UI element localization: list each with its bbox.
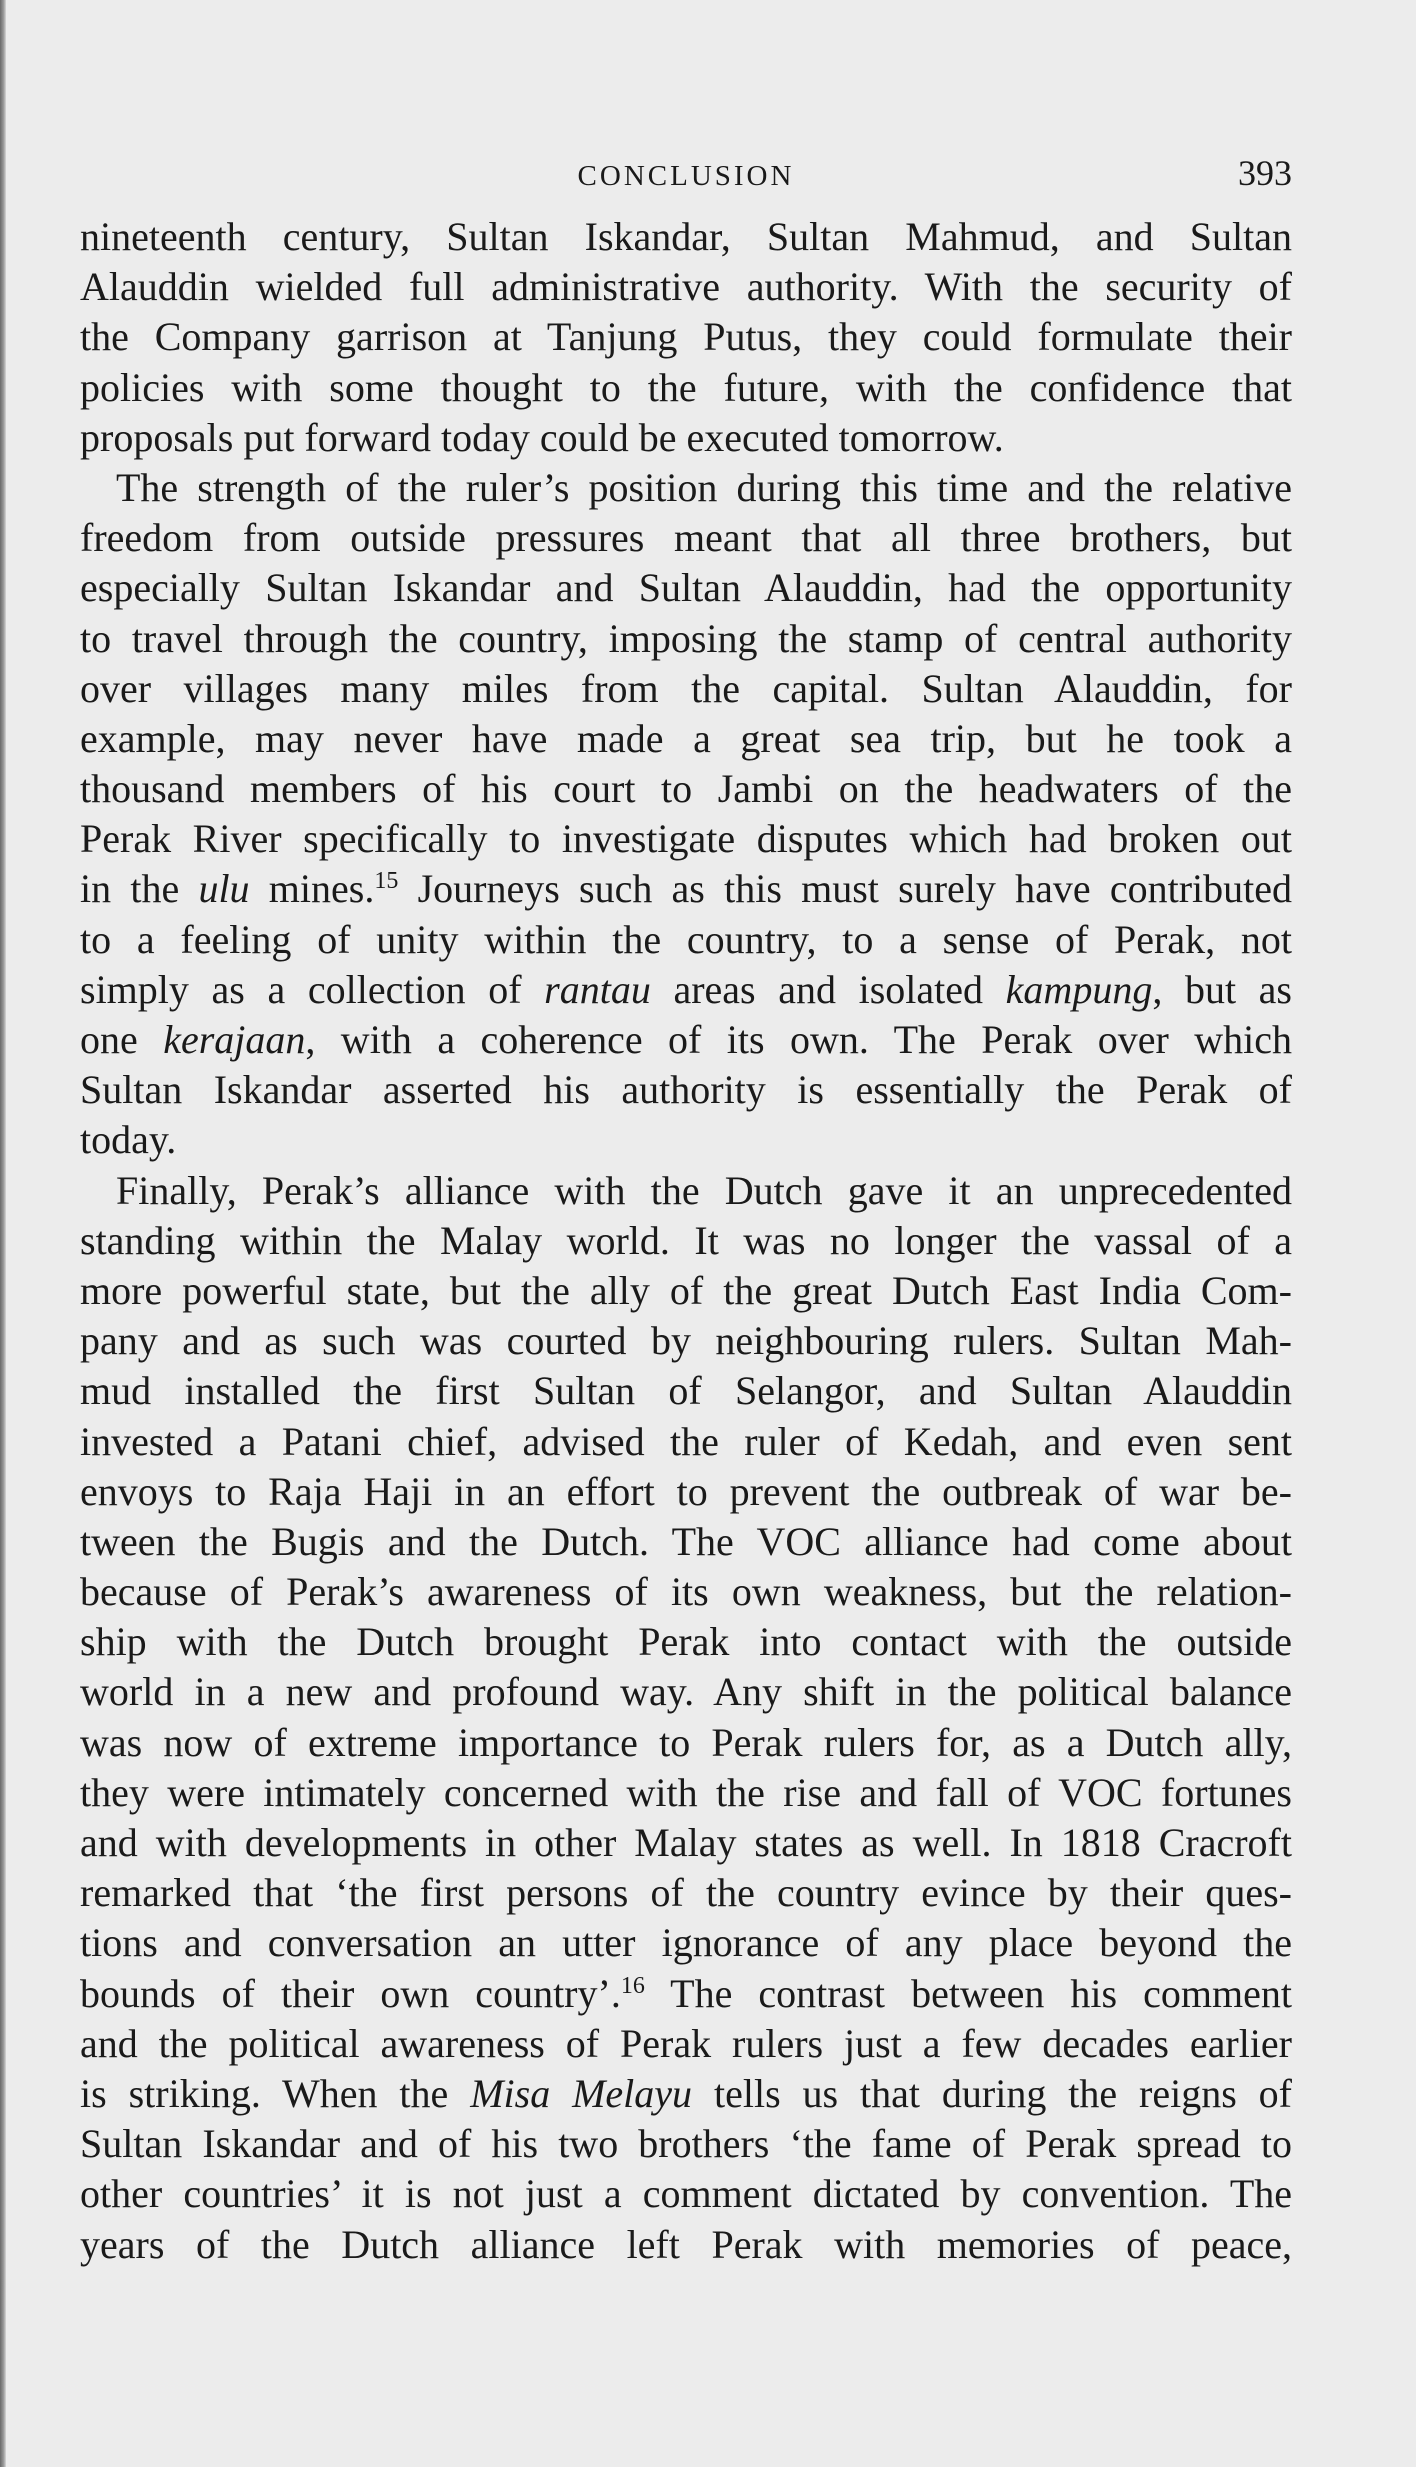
text-line <box>80 1065 1292 1115</box>
text-segment: nineteenth century, Sultan Iskandar, Sultan Mahmud, and Sultan <box>80 214 1292 259</box>
text-line <box>80 1567 1292 1617</box>
text-segment: and the political awareness of Perak rulers just a few decades earlier <box>80 2020 1292 2066</box>
text-line <box>80 714 1292 764</box>
text-line <box>80 1166 1292 1216</box>
text-line <box>80 563 1292 613</box>
text-segment: The strength of the ruler’s position during this time and the relative <box>116 464 1292 510</box>
text-segment: mines. <box>249 866 375 912</box>
text-line <box>80 1266 1292 1316</box>
text-line <box>80 664 1292 714</box>
text-segment: , with a coherence of its own. The Perak over which <box>305 1017 1292 1062</box>
text-line <box>80 262 1292 312</box>
text-segment: freedom from outside pressures meant that all three brothers, but <box>80 515 1292 561</box>
text-line <box>80 2220 1292 2270</box>
text-segment: is striking. When the <box>80 2070 471 2116</box>
text-line <box>80 1366 1292 1416</box>
text-segment: world in a new and profound way. Any shift in the political balance <box>80 1669 1292 1715</box>
text-line <box>80 915 1292 965</box>
text-segment: Finally, Perak’s alliance with the Dutch gave it an unprecedented <box>116 1167 1292 1213</box>
text-segment: because of Perak’s awareness of its own weakness, but the relation- <box>80 1569 1292 1615</box>
text-line <box>80 1115 1292 1165</box>
text-segment: policies with some thought to the future, with the confidence that <box>80 364 1292 410</box>
text-segment: Journeys such as this must surely have contributed <box>398 866 1293 912</box>
text-segment: bounds of their own country’. <box>80 1970 621 2016</box>
chapter-title: CONCLUSION <box>577 160 795 192</box>
text-segment: areas and isolated <box>650 966 1006 1012</box>
text-segment: tween the Bugis and the Dutch. The VOC alliance had come about <box>80 1518 1292 1564</box>
text-line <box>80 2019 1292 2069</box>
text-segment: ship with the Dutch brought Perak into contact with the outside <box>80 1619 1292 1665</box>
text-line <box>80 363 1292 413</box>
text-segment: they were intimately concerned with the rise and fall of VOC fortunes <box>80 1769 1292 1815</box>
text-segment: mud installed the first Sultan of Selangor, and Sultan Alauddin <box>80 1368 1292 1414</box>
text-line <box>80 614 1292 664</box>
text-segment: Sultan Iskandar asserted his authority is essentially the Perak of <box>80 1067 1292 1113</box>
italic-term: kerajaan <box>163 1017 306 1062</box>
text-line <box>80 212 1292 262</box>
text-segment: invested a Patani chief, advised the ruler of Kedah, and even sent <box>80 1418 1292 1464</box>
running-head <box>80 152 1292 200</box>
text-line <box>80 513 1292 563</box>
text-segment: simply as a collection of <box>80 966 545 1012</box>
text-segment: pany and as such was courted by neighbouring rulers. Sultan Mah- <box>80 1318 1292 1364</box>
text-segment: , but as <box>1152 966 1292 1012</box>
text-segment: example, may never have made a great sea trip, but he took a <box>80 715 1292 761</box>
text-line <box>80 1617 1292 1667</box>
footnote-ref: 15 <box>374 868 399 895</box>
text-line <box>80 1467 1292 1517</box>
book-spine-shadow <box>0 0 6 2467</box>
text-segment: more powerful state, but the ally of the great Dutch East India Com- <box>80 1267 1292 1313</box>
text-segment: was now of extreme importance to Perak rulers for, as a Dutch ally, <box>80 1719 1292 1765</box>
text-line <box>80 312 1292 362</box>
text-line <box>80 1667 1292 1717</box>
text-line <box>80 2169 1292 2219</box>
text-line <box>80 864 1292 914</box>
text-line <box>80 1818 1292 1868</box>
text-line <box>80 463 1292 513</box>
text-segment: Sultan Iskandar and of his two brothers ‘the fame of Perak spread to <box>80 2121 1292 2167</box>
text-segment: remarked that ‘the first persons of the country evince by their ques- <box>80 1870 1292 1916</box>
text-segment: envoys to Raja Haji in an effort to prevent the outbreak of war be- <box>80 1468 1292 1514</box>
text-line <box>80 1868 1292 1918</box>
text-line <box>80 1316 1292 1366</box>
text-line <box>80 814 1292 864</box>
text-line <box>80 1015 1292 1065</box>
text-segment: one <box>80 1017 164 1062</box>
text-segment: today. <box>80 1117 177 1163</box>
footnote-ref: 16 <box>620 1972 645 1999</box>
text-line <box>80 2119 1292 2169</box>
text-line <box>80 764 1292 814</box>
text-segment: other countries’ it is not just a comment dictated by convention. The <box>80 2171 1292 2217</box>
text-line <box>80 1768 1292 1818</box>
text-line <box>80 1216 1292 1266</box>
text-segment: the Company garrison at Tanjung Putus, they could formulate their <box>80 314 1292 360</box>
text-line <box>80 1918 1292 1968</box>
italic-term: rantau <box>544 966 651 1012</box>
body-text <box>80 212 1292 2270</box>
text-line <box>80 1517 1292 1567</box>
text-line <box>80 1417 1292 1467</box>
italic-term: kampung <box>1005 966 1153 1012</box>
text-segment: especially Sultan Iskandar and Sultan Alauddin, had the opportunity <box>80 565 1292 611</box>
text-segment: Perak River specifically to investigate disputes which had broken out <box>80 816 1292 862</box>
text-segment: proposals put forward today could be executed tomorrow. <box>80 414 1004 460</box>
text-segment: tells us that during the reigns of <box>692 2070 1292 2116</box>
italic-term: Misa Melayu <box>470 2070 693 2116</box>
text-segment: standing within the Malay world. It was no longer the vassal of a <box>80 1217 1292 1263</box>
page-number: 393 <box>1238 153 1292 193</box>
text-line <box>80 965 1292 1015</box>
text-segment: thousand members of his court to Jambi on the headwaters of the <box>80 766 1292 812</box>
text-segment: and with developments in other Malay states as well. In 1818 Cracroft <box>80 1820 1292 1865</box>
text-segment: The contrast between his comment <box>644 1970 1292 2016</box>
text-segment: to a feeling of unity within the country, to a sense of Perak, not <box>80 916 1292 962</box>
text-line <box>80 1969 1292 2019</box>
italic-term: ulu <box>198 866 250 912</box>
text-line <box>80 1718 1292 1768</box>
text-segment: over villages many miles from the capital. Sultan Alauddin, for <box>80 665 1292 711</box>
text-line <box>80 413 1292 463</box>
text-segment: in the <box>80 866 199 912</box>
text-segment: to travel through the country, imposing the stamp of central authority <box>80 615 1292 661</box>
text-line <box>80 2069 1292 2119</box>
text-segment: years of the Dutch alliance left Perak with memories of peace, <box>80 2221 1292 2267</box>
text-segment: tions and conversation an utter ignorance of any place beyond the <box>80 1920 1292 1966</box>
text-segment: Alauddin wielded full administrative authority. With the security of <box>80 264 1292 310</box>
